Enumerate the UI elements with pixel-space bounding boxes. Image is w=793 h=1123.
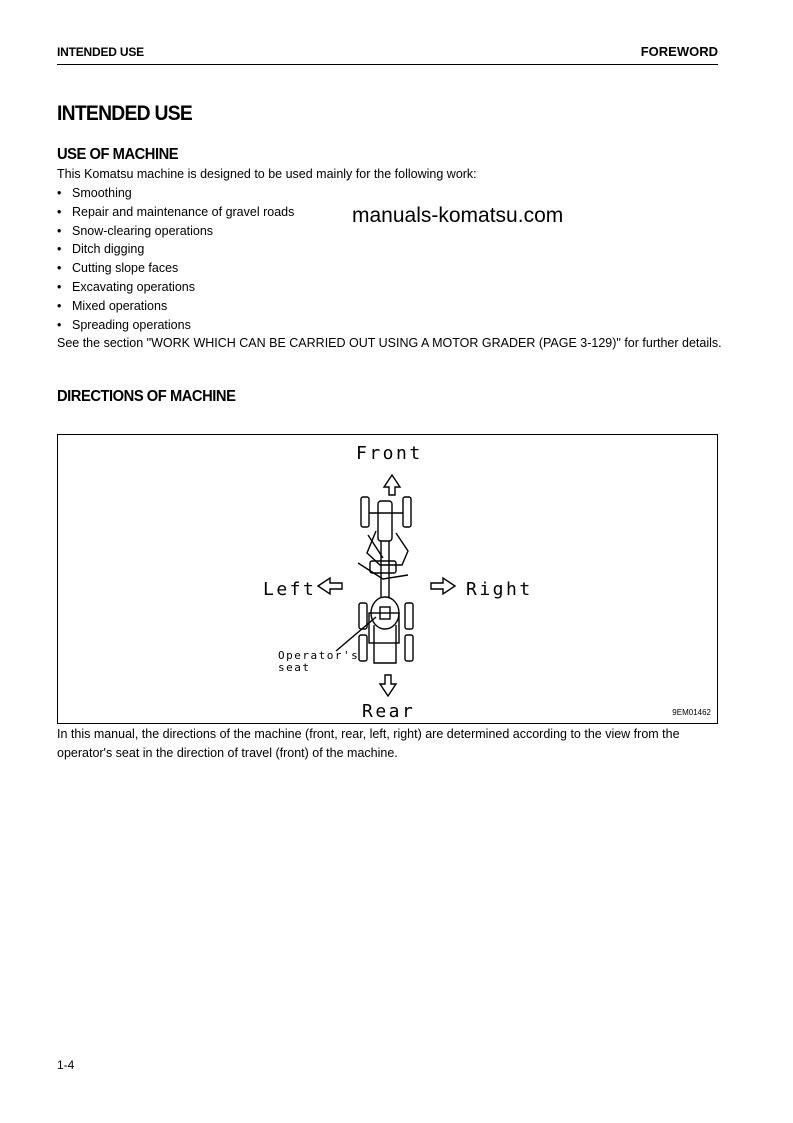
bullet-icon: • — [57, 223, 62, 238]
left-label: Left — [263, 579, 317, 600]
arrow-down-icon — [380, 675, 396, 696]
list-item: • Snow-clearing operations — [57, 222, 294, 241]
see-also-text: See the section "WORK WHICH CAN BE CARRIED OUT USING A MOTOR GRADER (PAGE 3-129)" for further details. — [57, 336, 722, 350]
rear-label: Rear — [362, 701, 416, 722]
header-chapter-label: FOREWORD — [640, 44, 718, 59]
directions-description: In this manual, the directions of the machine (front, rear, left, right) are determined according to the view from the operator's seat in the direction of travel (front) of the machine. — [57, 727, 680, 760]
bullet-icon: • — [57, 279, 62, 294]
list-item: • Mixed operations — [57, 297, 294, 316]
use-intro-text: This Komatsu machine is designed to be used mainly for the following work: — [57, 167, 477, 181]
grader-diagram — [58, 435, 717, 723]
list-item: • Cutting slope faces — [57, 259, 294, 278]
watermark-text: manuals-komatsu.com — [352, 204, 564, 227]
header-section-label: INTENDED USE — [57, 45, 144, 59]
operator-seat-label-line2: seat — [278, 661, 311, 674]
front-label: Front — [356, 443, 423, 464]
page-title: INTENDED USE — [57, 102, 193, 125]
directions-figure — [57, 434, 718, 724]
arrow-left-icon — [318, 578, 342, 594]
bullet-icon: • — [57, 186, 62, 200]
bullet-icon: • — [57, 298, 62, 313]
bullet-icon: • — [57, 242, 62, 257]
work-list — [57, 184, 294, 334]
arrow-up-icon — [384, 475, 400, 495]
motor-grader-icon — [336, 497, 413, 663]
figure-code: 9EM01462 — [672, 708, 711, 717]
list-item: • Spreading operations — [57, 316, 294, 335]
arrow-right-icon — [431, 578, 455, 594]
header-divider — [57, 64, 718, 65]
list-item: • Repair and maintenance of gravel roads — [57, 203, 294, 222]
use-of-machine-heading: USE OF MACHINE — [57, 146, 179, 163]
list-item: • Excavating operations — [57, 278, 294, 297]
right-label: Right — [466, 579, 533, 600]
page-number: 1-4 — [57, 1058, 75, 1072]
list-item: • Ditch digging — [57, 240, 294, 259]
bullet-icon: • — [57, 317, 62, 332]
operator-seat-label-line1: Operator's — [278, 649, 360, 662]
directions-heading: DIRECTIONS OF MACHINE — [57, 388, 236, 405]
bullet-icon: • — [57, 261, 62, 276]
list-item: • Smoothing — [57, 184, 294, 203]
bullet-icon: • — [57, 204, 62, 219]
